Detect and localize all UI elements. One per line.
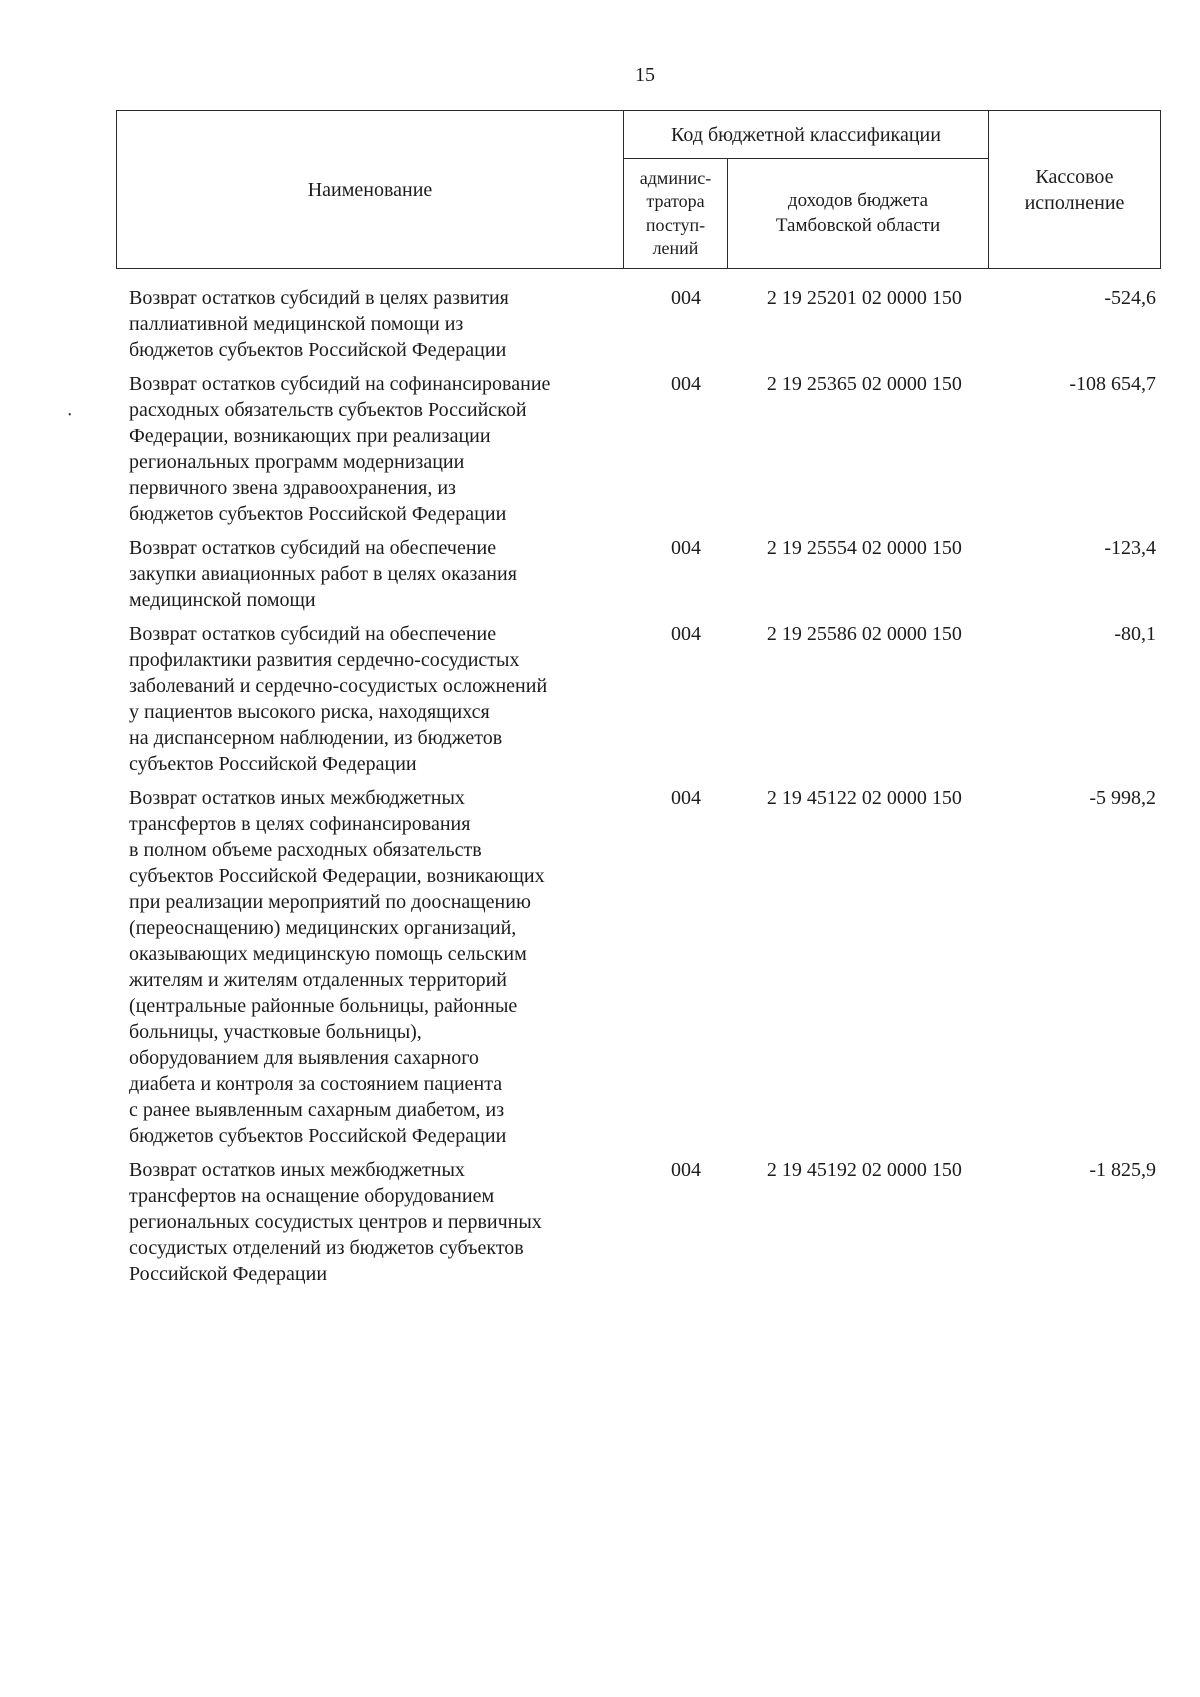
row-name-line: жителям и жителям отдаленных территорий	[129, 969, 507, 991]
row-name-line: расходных обязательств субъектов Российской	[129, 399, 527, 421]
row-name-line: оборудованием для выявления сахарного	[129, 1047, 479, 1069]
header-exec-line: исполнение	[1024, 191, 1125, 214]
row-name-line: субъектов Российской Федерации	[129, 753, 417, 775]
row-name-line: сосудистых отделений из бюджетов субъектов	[129, 1237, 524, 1259]
row-name-line: первичного звена здравоохранения, из	[129, 477, 456, 499]
row-name-line: Возврат остатков субсидий на софинансирование	[129, 373, 551, 395]
row-name-line: Российской Федерации	[129, 1263, 328, 1285]
row-budget-code: 2 19 25365 02 0000 150	[766, 373, 962, 395]
row-name	[116, 785, 622, 1149]
table-row	[116, 535, 1156, 613]
header-income	[728, 159, 989, 269]
row-name-line: региональных программ модернизации	[129, 451, 465, 473]
header-admin-line: лений	[652, 237, 699, 258]
row-name-line: с ранее выявленным сахарным диабетом, из	[129, 1099, 505, 1121]
row-name	[116, 1157, 622, 1287]
table-row	[116, 785, 1156, 1149]
header-income-line: Тамбовской области	[775, 214, 941, 236]
row-name-line: больницы, участковые больницы),	[129, 1021, 422, 1043]
row-name-line: Возврат остатков субсидий на обеспечение	[129, 537, 497, 559]
row-admin-code: 004	[670, 537, 701, 559]
table-row	[116, 371, 1156, 527]
header-admin-line: поступ-	[645, 214, 706, 235]
row-name-line: Возврат остатков иных межбюджетных	[129, 787, 465, 809]
table-row	[116, 1157, 1156, 1287]
row-name-line: Федерации, возникающих при реализации	[129, 425, 491, 447]
row-name-line: региональных сосудистых центров и первичных	[129, 1211, 542, 1233]
header-name: Наименование	[117, 111, 624, 269]
header-admin-line: тратора	[646, 191, 705, 212]
row-budget-code: 2 19 45122 02 0000 150	[766, 787, 962, 809]
row-name-line: (центральные районные больницы, районные	[129, 995, 518, 1017]
table-row	[116, 621, 1156, 777]
row-name-line: медицинской помощи	[129, 589, 316, 611]
table-row	[116, 285, 1156, 363]
row-name-line: бюджетов субъектов Российской Федерации	[129, 1125, 507, 1147]
row-name-line: (переоснащению) медицинских организаций,	[129, 917, 517, 939]
row-name-line: закупки авиационных работ в целях оказания	[129, 563, 517, 585]
row-name	[116, 621, 622, 777]
row-name-line: диабета и контроля за состоянием пациента	[129, 1073, 503, 1095]
header-income-line: доходов бюджета	[787, 189, 929, 211]
row-name-line: паллиативной медицинской помощи из	[129, 313, 464, 335]
row-budget-code: 2 19 25201 02 0000 150	[766, 287, 962, 309]
row-name-line: заболеваний и сердечно-сосудистых осложнений	[129, 675, 548, 697]
row-admin-code: 004	[670, 1159, 701, 1181]
row-admin-code: 004	[670, 787, 701, 809]
row-admin-code: 004	[670, 373, 701, 395]
header-admin	[624, 159, 728, 269]
row-name-line: Возврат остатков субсидий на обеспечение	[129, 623, 497, 645]
row-name-line: при реализации мероприятий по дооснащению	[129, 891, 531, 913]
row-name-line: трансфертов в целях софинансирования	[129, 813, 471, 835]
row-admin-code: 004	[670, 623, 701, 645]
row-budget-code: 2 19 25586 02 0000 150	[766, 623, 962, 645]
row-admin-code: 004	[670, 287, 701, 309]
row-name-line: бюджетов субъектов Российской Федерации	[129, 503, 507, 525]
row-exec-value: -123,4	[1104, 537, 1157, 559]
row-budget-code: 2 19 25554 02 0000 150	[766, 537, 962, 559]
header-exec-line: Кассовое	[1035, 165, 1114, 188]
row-name-line: Возврат остатков субсидий в целях развития	[129, 287, 509, 309]
row-name-line: профилактики развития сердечно-сосудистых	[129, 649, 520, 671]
page-number: 15	[635, 64, 655, 86]
row-budget-code: 2 19 45192 02 0000 150	[766, 1159, 962, 1181]
row-name-line: Возврат остатков иных межбюджетных	[129, 1159, 465, 1181]
row-exec-value: -5 998,2	[1089, 787, 1157, 809]
scan-dot: •	[68, 410, 72, 421]
row-name	[116, 371, 622, 527]
row-name-line: бюджетов субъектов Российской Федерации	[129, 339, 507, 361]
row-name-line: у пациентов высокого риска, находящихся	[129, 701, 490, 723]
row-name-line: на диспансерном наблюдении, из бюджетов	[129, 727, 503, 749]
table-header	[116, 110, 1161, 269]
row-name-line: в полном объеме расходных обязательств	[129, 839, 482, 861]
row-exec-value: -80,1	[1114, 623, 1157, 645]
row-name	[116, 535, 622, 613]
row-exec-value: -108 654,7	[1069, 373, 1157, 395]
row-exec-value: -524,6	[1104, 287, 1157, 309]
header-admin-line: админис-	[639, 167, 712, 188]
row-name	[116, 285, 622, 363]
row-exec-value: -1 825,9	[1089, 1159, 1157, 1181]
table-body	[116, 285, 1156, 1295]
row-name-line: трансфертов на оснащение оборудованием	[129, 1185, 495, 1207]
header-code-group: Код бюджетной классификации	[624, 111, 989, 159]
header-exec	[989, 111, 1161, 269]
row-name-line: оказывающих медицинскую помощь сельским	[129, 943, 527, 965]
row-name-line: субъектов Российской Федерации, возникающих	[129, 865, 545, 887]
